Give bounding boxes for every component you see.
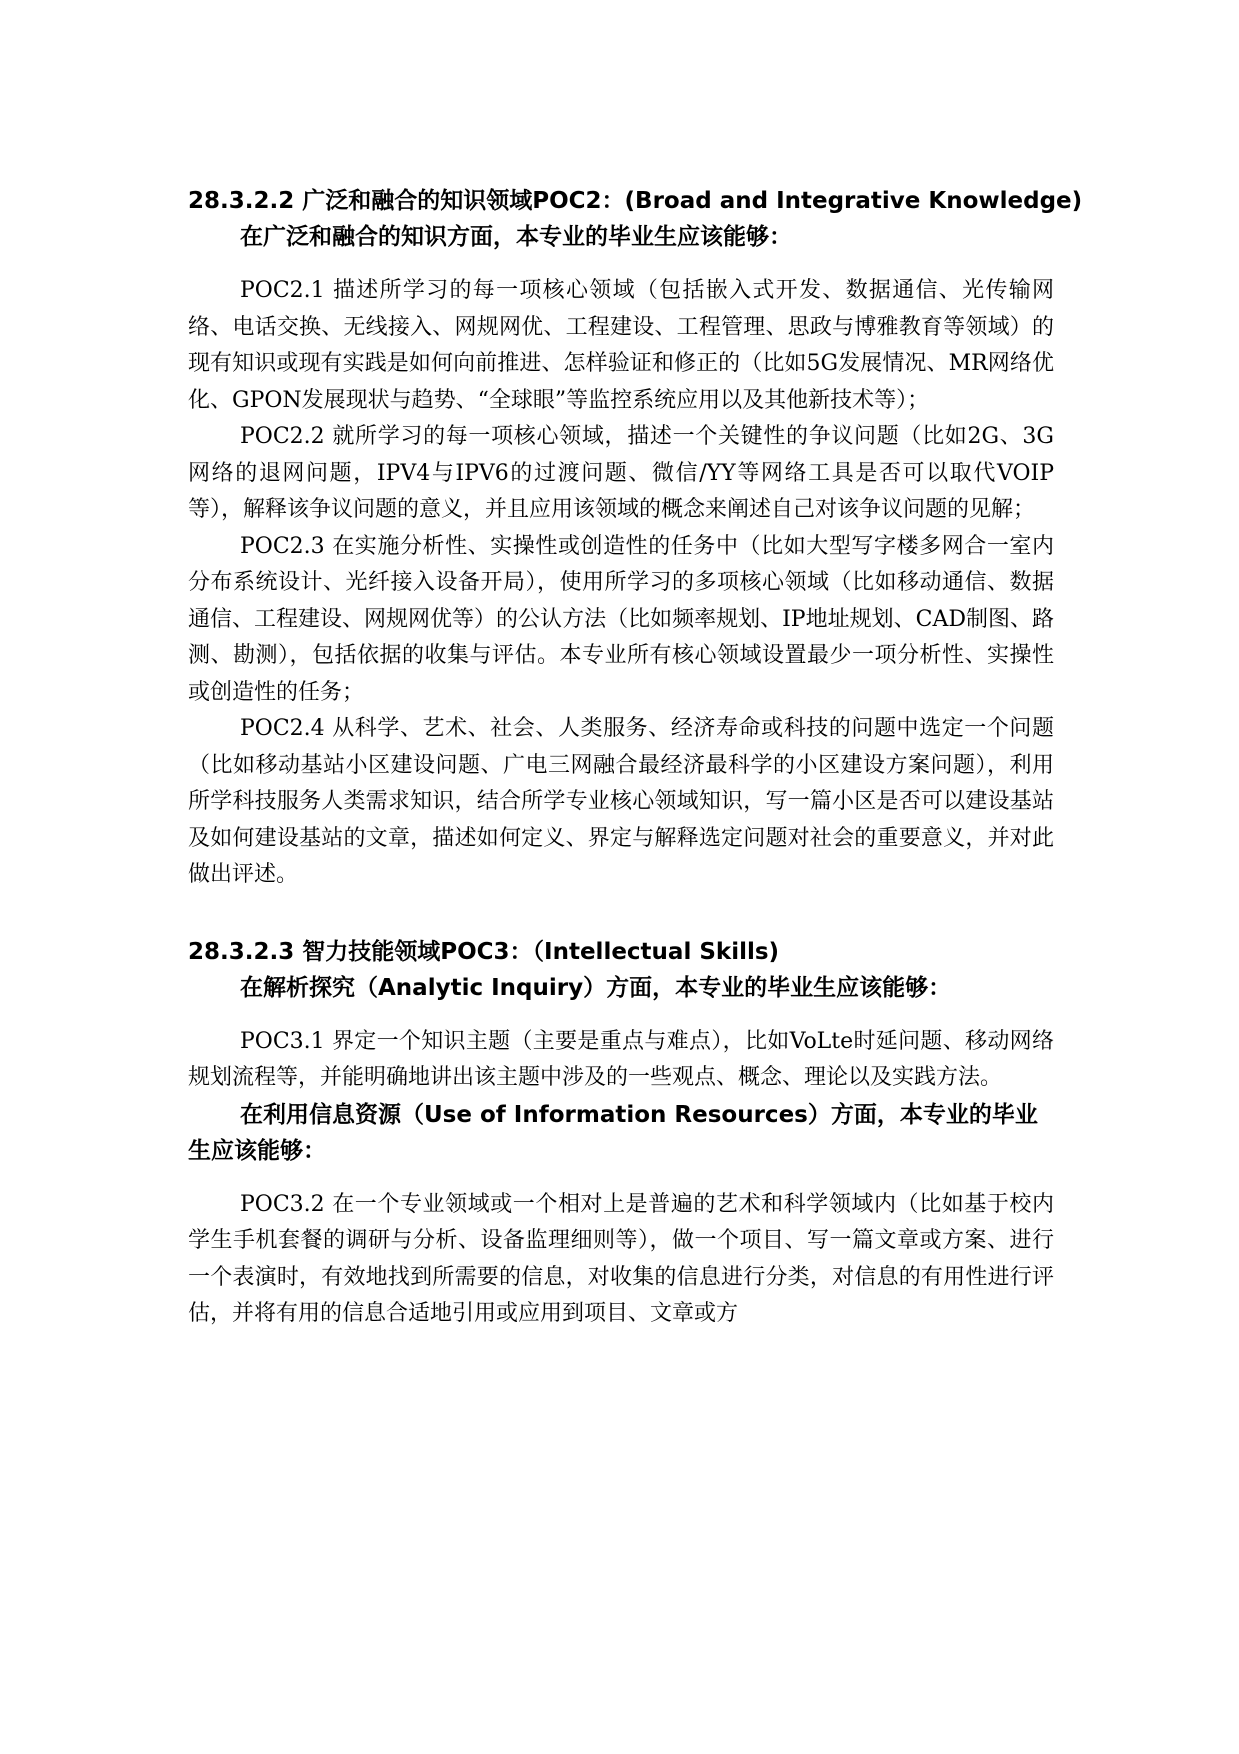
spacer: [188, 1006, 1054, 1024]
analytic-inquiry-intro: 在解析探究（Analytic Inquiry）方面，本专业的毕业生应该能够：: [240, 974, 952, 1001]
paragraph-poc2-2: POC2.2 就所学习的每一项核心领域，描述一个关键性的争议问题（比如2G、3G网络的退网问题，IPV4与IPV6的过渡问题、微信/YY等网络工具是否可以取代VOIP等），解释该争议问题的意义，并且应用该领域的概念来阐述自己对该争议问题的见解；: [188, 424, 1054, 522]
section-heading-poc2: 28.3.2.2 广泛和融合的知识领域POC2：(Broad and Integrative Knowledge): [188, 188, 1083, 214]
spacer: [188, 894, 1054, 934]
document-page: [188, 183, 1083, 1333]
paragraph-poc3-2: POC3.2 在一个专业领域或一个相对上是普遍的艺术和科学领域内（比如基于校内学生手机套餐的调研与分析、设备监理细则等），做一个项目、写一篇文章或方案、进行一个表演时，有效地找到所需要的信息，对收集的信息进行分类，对信息的有用性进行评估，并将有用的信息合适地引用或应用到项目、文章或方: [188, 1191, 1054, 1326]
spacer: [188, 255, 1054, 273]
paragraph-poc3-1: POC3.1 界定一个知识主题（主要是重点与难点），比如VoLte时延问题、移动网络规划流程等，并能明确地讲出该主题中涉及的一些观点、概念、理论以及实践方法。: [188, 1028, 1054, 1090]
paragraph-poc2-4: POC2.4 从科学、艺术、社会、人类服务、经济寿命或科技的问题中选定一个问题（比如移动基站小区建设问题、广电三网融合最经济最科学的小区建设方案问题），利用所学科技服务人类需求知识，结合所学专业核心领域知识，写一篇小区是否可以建设基站及如何建设基站的文章，描述如何定义、界定与解释选定问题对社会的重要意义，并对此做出评述。: [188, 716, 1054, 887]
section-heading-poc3: 28.3.2.3 智力技能领域POC3：（Intellectual Skills): [188, 938, 780, 965]
paragraph-poc2-1: POC2.1 描述所学习的每一项核心领域（包括嵌入式开发、数据通信、光传输网络、电话交换、无线接入、网规网优、工程建设、工程管理、思政与博雅教育等领域）的现有知识或现有实践是如何向前推进、怎样验证和修正的（比如5G发展情况、MR网络优化、GPON发展现状与趋势、“全球眼”等监控系统应用以及其他新技术等）；: [188, 278, 1054, 413]
information-resources-intro: 在利用信息资源（Use of Information Resources）方面，本专业的毕业生应该能够：: [188, 1101, 1038, 1164]
paragraph-poc2-3: POC2.3 在实施分析性、实操性或创造性的任务中（比如大型写字楼多网合一室内分布系统设计、光纤接入设备开局），使用所学习的多项核心领域（比如移动通信、数据通信、工程建设、网规网优等）的公认方法（比如频率规划、IP地址规划、CAD制图、路测、勘测），包括依据的收集与评估。本专业所有核心领域设置最少一项分析性、实操性或创造性的任务；: [188, 533, 1054, 705]
spacer: [188, 1169, 1054, 1187]
section-intro-poc2: 在广泛和融合的知识方面，本专业的毕业生应该能够：: [240, 224, 792, 250]
